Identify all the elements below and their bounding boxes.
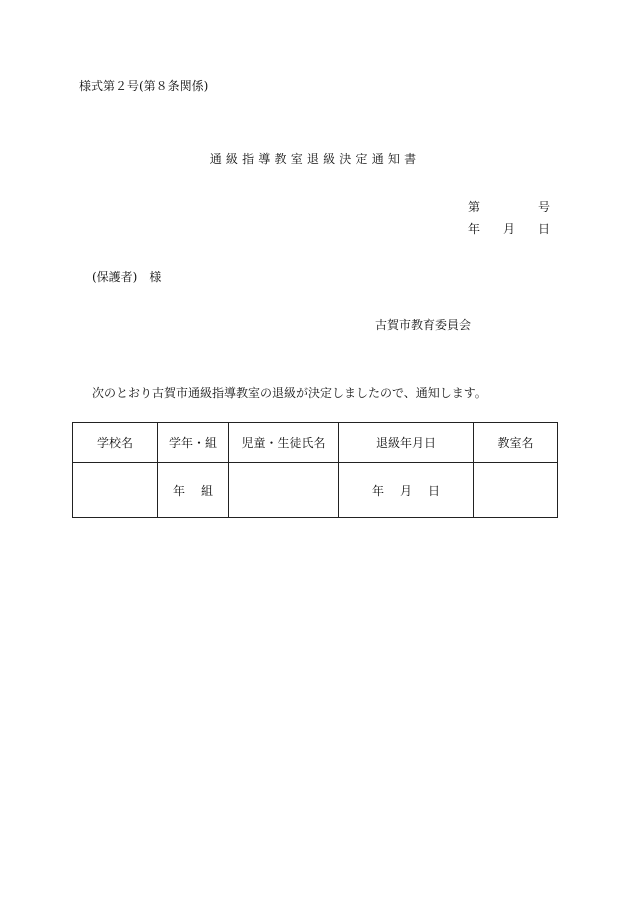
doc-number-suffix: 号 (537, 200, 550, 214)
recipient-line (92, 270, 161, 284)
issue-date-line (468, 222, 550, 236)
header-school-name: 学校名 (73, 423, 158, 463)
date-month-label: 月 (502, 222, 515, 236)
doc-number-prefix: 第 (468, 200, 481, 214)
withdrawal-info-table (72, 422, 558, 518)
grade-class-label: 組 (201, 483, 214, 498)
document-title: 通級指導教室退級決定通知書 (209, 152, 421, 166)
table-row (73, 463, 558, 518)
cell-grade-class (158, 463, 229, 518)
table-header-row (73, 423, 558, 463)
notice-text: 次のとおり古賀市通級指導教室の退級が決定しましたので、通知します。 (92, 386, 487, 400)
date-year-label: 年 (468, 222, 481, 236)
document-number-line (468, 200, 550, 214)
cell-withdrawal-date (339, 463, 474, 518)
header-withdrawal-date: 退級年月日 (339, 423, 474, 463)
withdrawal-year-label: 年 (371, 483, 384, 498)
header-student-name: 児童・生徒氏名 (229, 423, 339, 463)
cell-school-name (73, 463, 158, 518)
withdrawal-month-label: 月 (399, 483, 412, 498)
cell-classroom-name (474, 463, 558, 518)
header-grade-class: 学年・組 (158, 423, 229, 463)
cell-student-name (229, 463, 339, 518)
grade-year-label: 年 (172, 483, 185, 498)
date-day-label: 日 (537, 222, 550, 236)
header-classroom-name: 教室名 (474, 423, 558, 463)
recipient-honorific: 様 (149, 270, 162, 284)
form-label: 様式第２号(第８条関係) (79, 79, 209, 93)
withdrawal-day-label: 日 (428, 483, 441, 498)
issuer-name: 古賀市教育委員会 (375, 318, 472, 332)
recipient-label: (保護者) (92, 270, 138, 284)
